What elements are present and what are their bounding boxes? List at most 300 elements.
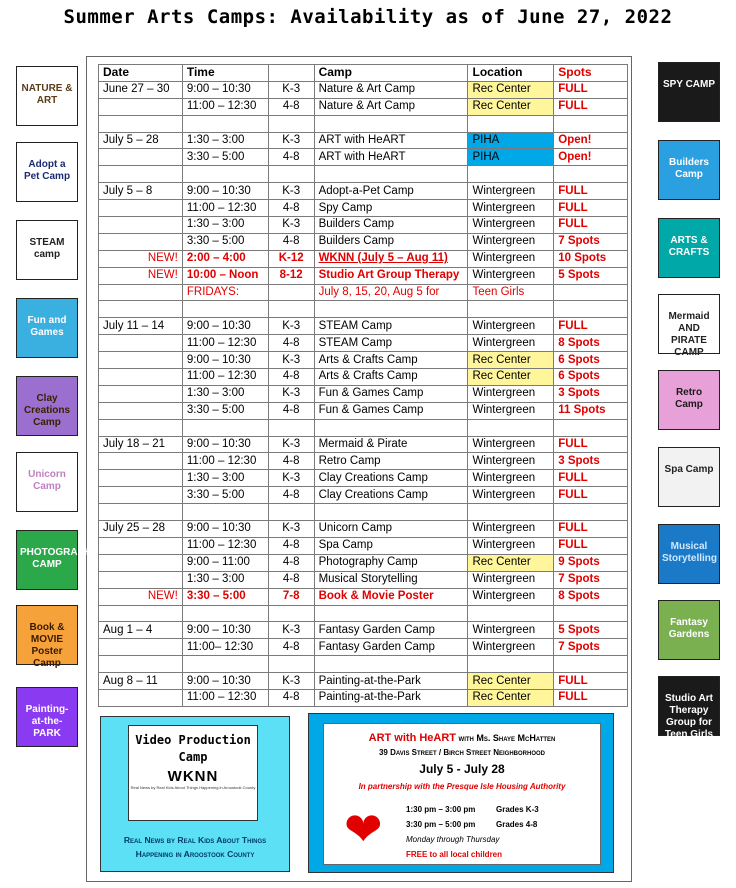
- cell-time: 3:30 – 5:00: [182, 149, 268, 166]
- cell-time: 1:30 – 3:00: [182, 132, 268, 149]
- heart-title: ART with HeART with Ms. Shaye McHatten: [368, 732, 556, 744]
- cell-camp: Nature & Art Camp: [314, 98, 468, 115]
- cell-loc: [468, 605, 554, 622]
- cell-camp: [314, 115, 468, 132]
- cell-date: [99, 233, 183, 250]
- cell-grade: 4-8: [268, 453, 314, 470]
- cell-time: 9:00 – 10:30: [182, 436, 268, 453]
- cell-time: [182, 656, 268, 673]
- icon-label: SPY CAMP: [662, 79, 716, 90]
- table-row: [99, 385, 628, 402]
- cell-loc: Wintergreen: [468, 436, 554, 453]
- cell-loc: Wintergreen: [468, 622, 554, 639]
- cell-camp: Fun & Games Camp: [314, 385, 468, 402]
- table-row: [99, 673, 628, 690]
- cell-camp: Musical Storytelling: [314, 571, 468, 588]
- cell-camp: Spy Camp: [314, 200, 468, 217]
- cell-loc: Teen Girls: [468, 284, 554, 301]
- cell-loc: Rec Center: [468, 352, 554, 369]
- table-row: [99, 588, 628, 605]
- table-row: [99, 487, 628, 504]
- cell-spots: [554, 419, 628, 436]
- cell-spots: FULL: [554, 81, 628, 98]
- photography-camp-icon: [16, 530, 99, 590]
- table-row: [99, 689, 628, 706]
- cell-spots: FULL: [554, 318, 628, 335]
- cell-spots: FULL: [554, 200, 628, 217]
- cell-time: 11:00 – 12:30: [182, 537, 268, 554]
- table-row: [99, 537, 628, 554]
- cell-date: [99, 335, 183, 352]
- cell-time: 11:00– 12:30: [182, 639, 268, 656]
- cell-spots: FULL: [554, 436, 628, 453]
- table-row: [99, 200, 628, 217]
- cell-loc: Wintergreen: [468, 183, 554, 200]
- art-with-heart-card: [323, 723, 601, 865]
- cell-date: June 27 – 30: [99, 81, 183, 98]
- cell-time: 11:00 – 12:30: [182, 369, 268, 386]
- cell-grade: K-3: [268, 622, 314, 639]
- table-row: [99, 81, 628, 98]
- cell-date: NEW!: [99, 588, 183, 605]
- cell-spots: 5 Spots: [554, 267, 628, 284]
- cell-date: [99, 301, 183, 318]
- cell-grade: K-3: [268, 673, 314, 690]
- cell-time: 1:30 – 3:00: [182, 571, 268, 588]
- cell-time: 10:00 – Noon: [182, 267, 268, 284]
- cell-grade: 4-8: [268, 571, 314, 588]
- cell-spots: 3 Spots: [554, 385, 628, 402]
- cell-date: July 5 – 28: [99, 132, 183, 149]
- arts-crafts-icon: [658, 218, 720, 278]
- cell-loc: Wintergreen: [468, 639, 554, 656]
- cell-grade: [268, 419, 314, 436]
- table-row: [99, 267, 628, 284]
- blank-row: [99, 656, 628, 673]
- cell-time: 9:00 – 10:30: [182, 673, 268, 690]
- cell-time: [182, 419, 268, 436]
- cell-spots: 3 Spots: [554, 453, 628, 470]
- header-cell: Spots: [554, 65, 628, 82]
- cell-date: [99, 470, 183, 487]
- cell-grade: K-12: [268, 250, 314, 267]
- cell-time: 9:00 – 10:30: [182, 81, 268, 98]
- header-cell: Camp: [314, 65, 468, 82]
- cell-grade: [268, 301, 314, 318]
- cell-grade: 4-8: [268, 200, 314, 217]
- cell-grade: K-3: [268, 318, 314, 335]
- cell-date: [99, 487, 183, 504]
- cell-spots: 5 Spots: [554, 622, 628, 639]
- cell-spots: FULL: [554, 98, 628, 115]
- cell-camp: Spa Camp: [314, 537, 468, 554]
- cell-loc: [468, 504, 554, 521]
- cell-grade: 4-8: [268, 369, 314, 386]
- cell-grade: 8-12: [268, 267, 314, 284]
- cell-date: [99, 537, 183, 554]
- cell-loc: Wintergreen: [468, 470, 554, 487]
- cell-spots: [554, 605, 628, 622]
- cell-spots: 6 Spots: [554, 369, 628, 386]
- video-tagline: Real News by Real Kids About Things Happening in Aroostook County: [130, 785, 256, 790]
- cell-camp: STEAM Camp: [314, 335, 468, 352]
- cell-date: [99, 453, 183, 470]
- cell-spots: FULL: [554, 689, 628, 706]
- cell-loc: Rec Center: [468, 673, 554, 690]
- cell-time: [182, 301, 268, 318]
- schedule-table: [98, 64, 628, 707]
- adopt-a-pet-icon: [16, 142, 78, 202]
- icon-label: Book & MOVIE Poster Camp: [29, 622, 65, 669]
- icon-label: Fun and Games: [27, 315, 67, 338]
- table-row: [99, 217, 628, 234]
- cell-grade: 4-8: [268, 537, 314, 554]
- cell-date: [99, 369, 183, 386]
- cell-loc: Wintergreen: [468, 588, 554, 605]
- table-row: [99, 554, 628, 571]
- cell-spots: Open!: [554, 132, 628, 149]
- table-row: [99, 402, 628, 419]
- cell-grade: K-3: [268, 385, 314, 402]
- cell-date: [99, 605, 183, 622]
- table-row: [99, 521, 628, 538]
- icon-label: Builders Camp: [668, 157, 709, 180]
- icon-label: Retro Camp: [675, 387, 703, 410]
- cell-camp: WKNN (July 5 – Aug 11): [314, 250, 468, 267]
- table-row: [99, 369, 628, 386]
- cell-loc: Wintergreen: [468, 385, 554, 402]
- cell-camp: Painting-at-the-Park: [314, 689, 468, 706]
- blank-row: [99, 301, 628, 318]
- cell-camp: [314, 656, 468, 673]
- blank-row: [99, 115, 628, 132]
- fantasy-gardens-icon: [658, 600, 720, 660]
- cell-time: 11:00 – 12:30: [182, 689, 268, 706]
- book-movie-icon: [16, 605, 78, 669]
- video-footer: Real News by Real Kids About Things Happening in Aroostook County: [123, 835, 267, 859]
- table-row: [99, 453, 628, 470]
- cell-date: [99, 352, 183, 369]
- icon-label: Spa Camp: [664, 464, 714, 475]
- icon-label: Fantasy Gardens: [668, 617, 710, 640]
- cell-time: 3:30 – 5:00: [182, 233, 268, 250]
- cell-grade: K-3: [268, 521, 314, 538]
- cell-grade: [268, 115, 314, 132]
- cell-grade: K-3: [268, 81, 314, 98]
- cell-date: July 11 – 14: [99, 318, 183, 335]
- cell-camp: Photography Camp: [314, 554, 468, 571]
- cell-spots: 8 Spots: [554, 588, 628, 605]
- cell-time: [182, 115, 268, 132]
- cell-date: [99, 149, 183, 166]
- cell-spots: [554, 166, 628, 183]
- cell-date: [99, 98, 183, 115]
- musical-storytelling-icon: [658, 524, 720, 584]
- cell-camp: Arts & Crafts Camp: [314, 369, 468, 386]
- cell-spots: FULL: [554, 487, 628, 504]
- cell-camp: Adopt-a-Pet Camp: [314, 183, 468, 200]
- table-header-row: [99, 65, 628, 82]
- cell-loc: Wintergreen: [468, 200, 554, 217]
- cell-time: 3:30 – 5:00: [182, 402, 268, 419]
- cell-spots: 6 Spots: [554, 352, 628, 369]
- cell-grade: K-3: [268, 217, 314, 234]
- cell-spots: FULL: [554, 537, 628, 554]
- cell-loc: [468, 166, 554, 183]
- cell-grade: K-3: [268, 132, 314, 149]
- cell-loc: Rec Center: [468, 81, 554, 98]
- cell-grade: K-3: [268, 470, 314, 487]
- video-production-title: Video Production Camp: [135, 733, 251, 764]
- cell-date: [99, 115, 183, 132]
- cell-date: July 18 – 21: [99, 436, 183, 453]
- cell-spots: [554, 284, 628, 301]
- cell-grade: 4-8: [268, 487, 314, 504]
- cell-spots: [554, 301, 628, 318]
- cell-date: [99, 284, 183, 301]
- cell-date: [99, 554, 183, 571]
- cell-date: [99, 166, 183, 183]
- cell-camp: [314, 419, 468, 436]
- cell-loc: Rec Center: [468, 554, 554, 571]
- spy-camp-icon: [658, 62, 720, 122]
- cell-grade: [268, 504, 314, 521]
- cell-grade: 4-8: [268, 335, 314, 352]
- cell-time: 9:00 – 10:30: [182, 318, 268, 335]
- cell-spots: FULL: [554, 470, 628, 487]
- cell-loc: Wintergreen: [468, 267, 554, 284]
- heart-schedule: 1:30 pm – 3:00 pm Grades K-3 3:30 pm – 5:00 pm Grades 4-8 Monday through Thursday FREE to all local children: [406, 805, 539, 859]
- cell-camp: Retro Camp: [314, 453, 468, 470]
- cell-date: [99, 217, 183, 234]
- cell-grade: 4-8: [268, 98, 314, 115]
- icon-label: STEAM camp: [29, 237, 65, 260]
- cell-grade: 4-8: [268, 554, 314, 571]
- cell-camp: Unicorn Camp: [314, 521, 468, 538]
- header-cell: [268, 65, 314, 82]
- table-row: [99, 183, 628, 200]
- cell-time: 11:00 – 12:30: [182, 98, 268, 115]
- table-row: [99, 318, 628, 335]
- cell-loc: Wintergreen: [468, 487, 554, 504]
- heart-address: 39 Davis Street / Birch Street Neighborhood: [378, 748, 546, 757]
- icon-label: Painting-at-the-PARK: [25, 704, 69, 739]
- cell-spots: FULL: [554, 673, 628, 690]
- cell-camp: Studio Art Group Therapy: [314, 267, 468, 284]
- cell-date: [99, 200, 183, 217]
- cell-camp: Book & Movie Poster: [314, 588, 468, 605]
- cell-date: [99, 689, 183, 706]
- retro-camp-icon: [658, 370, 720, 430]
- cell-date: [99, 656, 183, 673]
- cell-spots: [554, 656, 628, 673]
- cell-loc: Wintergreen: [468, 250, 554, 267]
- cell-time: 3:30 – 5:00: [182, 487, 268, 504]
- cell-spots: 7 Spots: [554, 233, 628, 250]
- cell-spots: 10 Spots: [554, 250, 628, 267]
- cell-time: 2:00 – 4:00: [182, 250, 268, 267]
- cell-grade: 4-8: [268, 402, 314, 419]
- cell-spots: 11 Spots: [554, 402, 628, 419]
- cell-grade: 4-8: [268, 149, 314, 166]
- cell-time: 3:30 – 5:00: [182, 588, 268, 605]
- header-cell: Location: [468, 65, 554, 82]
- cell-spots: FULL: [554, 217, 628, 234]
- cell-grade: K-3: [268, 183, 314, 200]
- unicorn-camp-icon: [16, 452, 78, 512]
- cell-time: FRIDAYS:: [182, 284, 268, 301]
- art-with-heart-box: [308, 713, 614, 873]
- table-row: [99, 470, 628, 487]
- cell-spots: 9 Spots: [554, 554, 628, 571]
- video-production-box: [100, 716, 290, 872]
- cell-time: 11:00 – 12:30: [182, 200, 268, 217]
- table-row: [99, 571, 628, 588]
- cell-loc: Rec Center: [468, 98, 554, 115]
- cell-spots: [554, 115, 628, 132]
- cell-time: 1:30 – 3:00: [182, 470, 268, 487]
- cell-camp: Clay Creations Camp: [314, 470, 468, 487]
- video-production-card: [128, 725, 258, 821]
- cell-time: [182, 605, 268, 622]
- cell-camp: Fantasy Garden Camp: [314, 639, 468, 656]
- cell-loc: [468, 301, 554, 318]
- mermaid-pirate-icon: [658, 294, 720, 358]
- cell-time: 9:00 – 10:30: [182, 521, 268, 538]
- cell-time: 9:00 – 11:00: [182, 554, 268, 571]
- heart-partner: In partnership with the Presque Isle Housing Authority: [358, 782, 566, 791]
- cell-time: 1:30 – 3:00: [182, 217, 268, 234]
- cell-grade: [268, 605, 314, 622]
- cell-camp: Fantasy Garden Camp: [314, 622, 468, 639]
- cell-loc: Wintergreen: [468, 402, 554, 419]
- table-row: [99, 98, 628, 115]
- cell-time: [182, 166, 268, 183]
- table-row: [99, 639, 628, 656]
- icon-label: Mermaid AND PIRATE CAMP: [668, 311, 710, 358]
- cell-loc: Rec Center: [468, 369, 554, 386]
- table-row: [99, 132, 628, 149]
- blank-row: [99, 504, 628, 521]
- cell-time: 9:00 – 10:30: [182, 622, 268, 639]
- cell-date: July 5 – 8: [99, 183, 183, 200]
- header-cell: Time: [182, 65, 268, 82]
- icon-label: Studio Art Therapy Group for Teen Girls: [664, 693, 714, 740]
- heart-dates: July 5 - July 28: [419, 762, 505, 776]
- table-row: [99, 436, 628, 453]
- fun-and-games-icon: [16, 298, 78, 358]
- cell-grade: 4-8: [268, 689, 314, 706]
- cell-date: Aug 8 – 11: [99, 673, 183, 690]
- cell-time: 9:00 – 10:30: [182, 352, 268, 369]
- nature-art-icon: [16, 66, 78, 126]
- icon-label: ARTS & CRAFTS: [668, 235, 710, 258]
- cell-loc: Wintergreen: [468, 233, 554, 250]
- cell-camp: [314, 166, 468, 183]
- cell-spots: FULL: [554, 183, 628, 200]
- cell-grade: 4-8: [268, 639, 314, 656]
- cell-time: 11:00 – 12:30: [182, 335, 268, 352]
- cell-date: July 25 – 28: [99, 521, 183, 538]
- cell-loc: [468, 656, 554, 673]
- table-row: [99, 335, 628, 352]
- cell-camp: STEAM Camp: [314, 318, 468, 335]
- cell-loc: Wintergreen: [468, 453, 554, 470]
- builders-camp-icon: [658, 140, 720, 200]
- blank-row: [99, 419, 628, 436]
- spa-camp-icon: [658, 447, 720, 507]
- cell-spots: 7 Spots: [554, 571, 628, 588]
- cell-date: [99, 419, 183, 436]
- cell-time: 9:00 – 10:30: [182, 183, 268, 200]
- cell-grade: [268, 284, 314, 301]
- cell-loc: Wintergreen: [468, 537, 554, 554]
- clay-creations-icon: [16, 376, 78, 436]
- cell-loc: PIHA: [468, 132, 554, 149]
- cell-time: [182, 504, 268, 521]
- cell-loc: Wintergreen: [468, 335, 554, 352]
- cell-loc: [468, 419, 554, 436]
- cell-loc: Rec Center: [468, 689, 554, 706]
- table-row: [99, 250, 628, 267]
- cell-camp: Builders Camp: [314, 217, 468, 234]
- table-row: [99, 352, 628, 369]
- cell-grade: K-3: [268, 436, 314, 453]
- cell-date: Aug 1 – 4: [99, 622, 183, 639]
- cell-date: NEW!: [99, 267, 183, 284]
- cell-camp: [314, 605, 468, 622]
- cell-loc: Wintergreen: [468, 521, 554, 538]
- cell-loc: [468, 115, 554, 132]
- cell-date: [99, 385, 183, 402]
- cell-spots: Open!: [554, 149, 628, 166]
- cell-grade: 7-8: [268, 588, 314, 605]
- icon-label: Adopt a Pet Camp: [23, 159, 71, 182]
- cell-camp: ART with HeART: [314, 149, 468, 166]
- icon-label: Unicorn Camp: [28, 469, 66, 492]
- header-cell: Date: [99, 65, 183, 82]
- cell-grade: [268, 166, 314, 183]
- table-row: [99, 149, 628, 166]
- cell-date: NEW!: [99, 250, 183, 267]
- page-title: Summer Arts Camps: Availability as of June 27, 2022: [63, 6, 673, 28]
- cell-camp: Builders Camp: [314, 233, 468, 250]
- table-row: [99, 284, 628, 301]
- cell-camp: Mermaid & Pirate: [314, 436, 468, 453]
- cell-spots: 7 Spots: [554, 639, 628, 656]
- cell-loc: Wintergreen: [468, 318, 554, 335]
- cell-spots: [554, 504, 628, 521]
- cell-date: [99, 402, 183, 419]
- cell-loc: Wintergreen: [468, 571, 554, 588]
- cell-camp: Painting-at-the-Park: [314, 673, 468, 690]
- cell-spots: FULL: [554, 521, 628, 538]
- cell-grade: 4-8: [268, 233, 314, 250]
- cell-loc: PIHA: [468, 149, 554, 166]
- cell-date: [99, 639, 183, 656]
- cell-grade: [268, 656, 314, 673]
- icon-label: Clay Creations Camp: [23, 393, 71, 428]
- cell-time: 1:30 – 3:00: [182, 385, 268, 402]
- cell-time: 11:00 – 12:30: [182, 453, 268, 470]
- cell-camp: July 8, 15, 20, Aug 5 for: [314, 284, 468, 301]
- cell-camp: Clay Creations Camp: [314, 487, 468, 504]
- heart-icon: ❤: [344, 803, 383, 855]
- cell-grade: K-3: [268, 352, 314, 369]
- icon-label: PHOTOGRAPHY CAMP: [20, 547, 99, 570]
- cell-camp: [314, 301, 468, 318]
- icon-label: Musical Storytelling: [662, 541, 718, 564]
